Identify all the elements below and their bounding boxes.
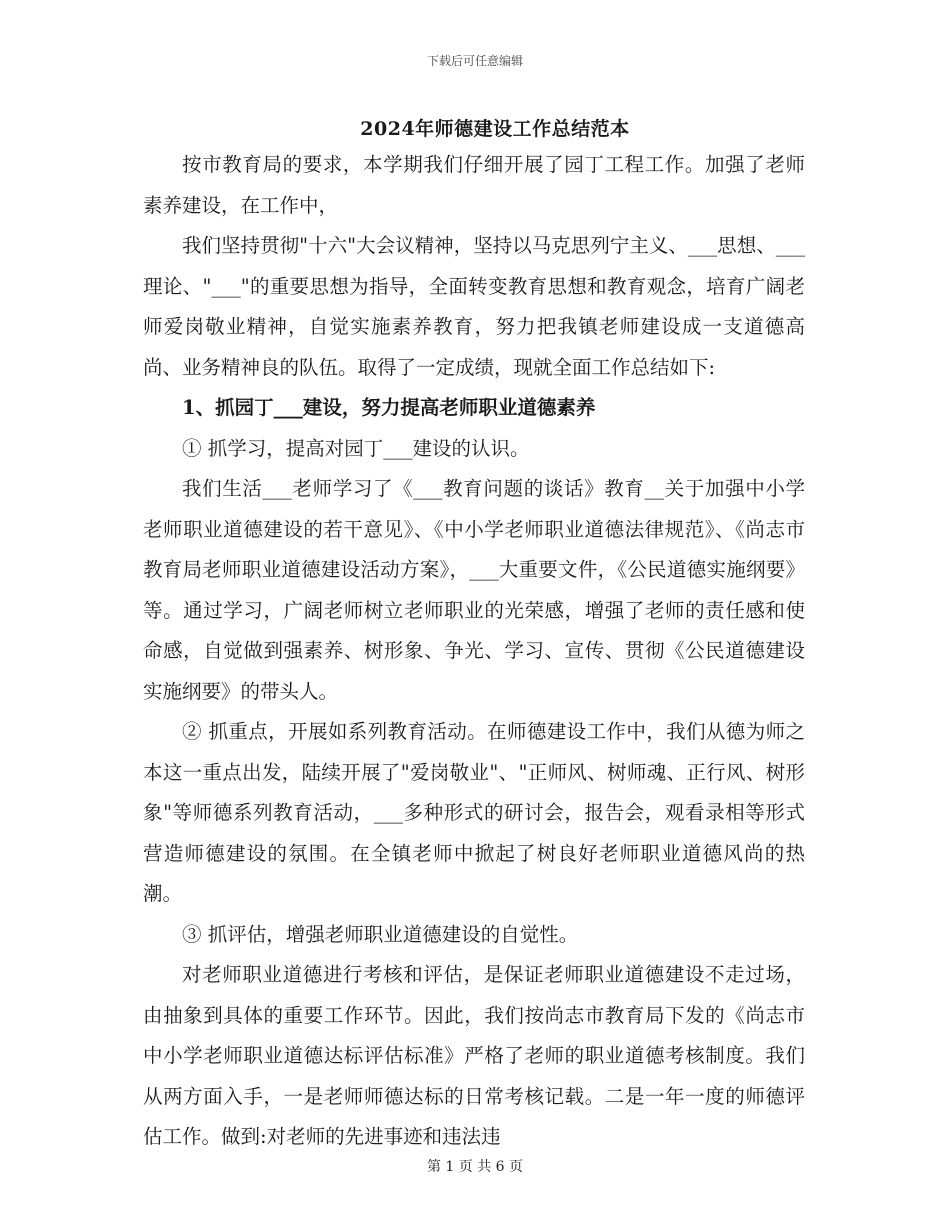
paragraph-evaluation: 对老师职业道德进行考核和评估，是保证老师职业道德建设不走过场，由抽象到具体的重要工作环节。因此，我们按尚志市教育局下发的《尚志市中小学老师职业道德达标评估标准》严格了老师的职业道德考核制度。我们从两方面入手，一是老师师德达标的日常考核记载。二是一年一度的师德评估工作。做到:对老师的先进事迹和违法违 [143,963,805,1148]
header-note: 下载后可任意编辑 [426,54,523,68]
page-number: 第 1 页 共 6 页 [426,1159,524,1175]
subheading-study: ① 抓学习，提高对园丁___建设的认识。 [182,436,530,460]
document-title: 2024年师德建设工作总结范本 [360,118,630,140]
section-heading-1: 1、抓园丁___建设，努力提高老师职业道德素养 [182,396,596,419]
paragraph-intro: 按市教育局的要求，本学期我们仔细开展了园丁工程工作。加强了老师素养建设，在工作中， [143,153,805,217]
subheading-evaluation: ③ 抓评估，增强老师职业道德建设的自觉性。 [182,922,579,946]
paragraph-study: 我们生活___老师学习了《___教育问题的谈话》教育__关于加强中小学老师职业道德建设的若干意见》、《中小学老师职业道德法律规范》、《尚志市教育局老师职业道德建设活动方案》，___大重要文件，《公民道德实施纲要》等。通过学习，广阔老师树立老师职业的光荣感，增强了老师的责任感和使命感，自觉做到强素养、树形象、争光、学习、宣传、贯彻《公民道德建设实施纲要》的带头人。 [143,477,805,703]
paragraph-guiding-thought: 我们坚持贯彻"十六"大会议精神，坚持以马克思列宁主义、___思想、___理论、"___"的重要思想为指导，全面转变教育思想和教育观念，培育广阔老师爱岗敬业精神，自觉实施素养教育，努力把我镇老师建设成一支道德高尚、业务精神良的队伍。取得了一定成绩，现就全面工作总结如下: [143,234,805,379]
document-body [143,145,805,1158]
paragraph-key-activities: ② 抓重点，开展如系列教育活动。在师德建设工作中，我们从德为师之本这一重点出发，陆续开展了"爱岗敬业"、"正师风、树师魂、正行风、树形象"等师德系列教育活动，___多种形式的研讨会，报告会，观看录相等形式营造师德建设的氛围。在全镇老师中掀起了树良好老师职业道德风尚的热潮。 [143,720,805,905]
